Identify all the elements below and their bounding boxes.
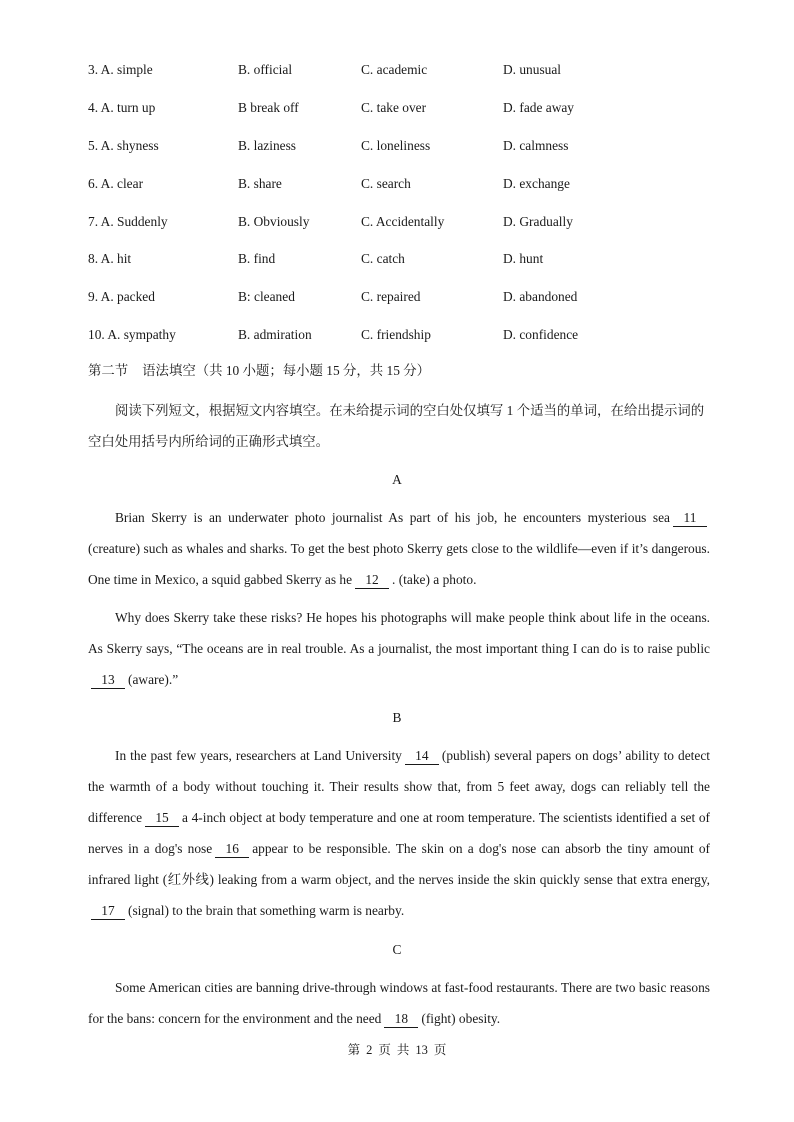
option-row-3 [88,61,728,79]
text: a 4-inch object at body temperature and one at room temperature. The scientists identified a set of nerves in a dog's nose [88,810,710,856]
blank-11[interactable]: 11 [673,510,707,527]
option-d: D. unusual [503,62,562,77]
footer-word: 第 [347,1043,361,1057]
option-a: 4. A. turn up [88,100,156,115]
text: Brian Skerry is an underwater photo journalist As part of his job, he encounters mysterious sea [115,510,670,525]
option-b: B. find [238,251,276,266]
option-a: 7. A. Suddenly [88,214,168,229]
footer-word: 页 [378,1043,391,1057]
option-a: 6. A. clear [88,176,144,191]
option-row-6 [88,175,728,193]
option-c: C. loneliness [361,138,431,153]
text: . (take) a photo. [392,572,477,587]
total-pages: 13 [415,1043,428,1057]
blank-16[interactable]: 16 [215,841,249,858]
option-c: C. search [361,176,411,191]
text: (signal) to the brain that something warm is nearby. [128,903,405,918]
option-b: B. admiration [238,327,312,342]
option-c: C. take over [361,100,427,115]
page-footer [0,1041,794,1059]
text: (publish) several papers on dogs’ ability to detect the warmth of a body without touching it. Their results show that, from 5 feet away, dogs can reliably tell the difference [88,748,710,825]
option-c: C. catch [361,251,405,266]
blank-15[interactable]: 15 [145,810,179,827]
option-d: D. abandoned [503,289,578,304]
option-row-7 [88,213,728,231]
option-a: 3. A. simple [88,62,153,77]
option-row-9 [88,288,728,306]
footer-word: 页 [433,1043,447,1057]
option-b: B. laziness [238,138,297,153]
option-a: 9. A. packed [88,289,155,304]
footer-word: 共 [396,1043,410,1057]
section-name: 第二节 [88,363,129,378]
option-c: C. academic [361,62,428,77]
option-a: 5. A. shyness [88,138,159,153]
text: (aware).” [128,672,179,687]
option-row-8 [88,250,728,268]
option-d: D. hunt [503,251,544,266]
option-b: B. share [238,176,282,191]
passage-label-b: B [392,710,402,725]
passage-b-paragraph-1 [88,740,710,926]
section-heading [88,362,430,380]
option-row-4 [88,99,728,117]
blank-14[interactable]: 14 [405,748,439,765]
passage-a-paragraph-1 [88,502,710,595]
blank-13[interactable]: 13 [91,672,125,689]
option-row-10 [88,326,728,344]
text: Why does Skerry take these risks? He hopes his photographs will make people think about life in the oceans. As Skerry says, “The oceans are in real trouble. As a journalist, the most important thing I can do is to raise public [88,610,710,656]
option-c: C. Accidentally [361,214,445,229]
option-b: B. official [238,62,293,77]
passage-label-a: A [392,472,402,487]
text: appear to be responsible. The skin on a dog's nose can absorb the tiny amount of infrared light (红外线) leaking from a warm object, and the nerves inside the skin quickly sense that extra energy, [88,841,710,887]
text: (creature) such as whales and sharks. To get the best photo Skerry gets close to the wildlife—even if it’s dangerous. One time in Mexico, a squid gabbed Skerry as he [88,541,710,587]
text: (fight) obesity. [421,1011,501,1026]
blank-18[interactable]: 18 [384,1011,418,1028]
option-row-5 [88,137,728,155]
option-c: C. friendship [361,327,431,342]
option-a: 8. A. hit [88,251,132,266]
option-d: D. fade away [503,100,575,115]
option-a: 10. A. sympathy [88,327,176,342]
section-instructions: 阅读下列短文，根据短文内容填空。在未给提示词的空白处仅填写 1 个适当的单词，在给出提示词的空白处用括号内所给词的正确形式填空。 [88,403,705,449]
option-d: D. confidence [503,327,579,342]
blank-12[interactable]: 12 [355,572,389,589]
text: Some American cities are banning drive-through windows at fast-food restaurants. There are two basic reasons for the bans: concern for the environment and the need [88,980,710,1026]
option-c: C. repaired [361,289,421,304]
option-b: B break off [238,100,299,115]
passage-c-paragraph-1 [88,972,710,1034]
passage-a-paragraph-2 [88,602,710,695]
option-d: D. exchange [503,176,570,191]
option-d: D. calmness [503,138,569,153]
text: In the past few years, researchers at Land University [115,748,402,763]
option-d: D. Gradually [503,214,573,229]
blank-17[interactable]: 17 [91,903,125,920]
passage-label-c: C [392,942,402,957]
page-number: 2 [366,1043,373,1057]
option-b: B. Obviously [238,214,310,229]
option-b: B: cleaned [238,289,295,304]
section-desc: 语法填空（共 10 小题；每小题 15 分，共 15 分） [142,363,431,378]
